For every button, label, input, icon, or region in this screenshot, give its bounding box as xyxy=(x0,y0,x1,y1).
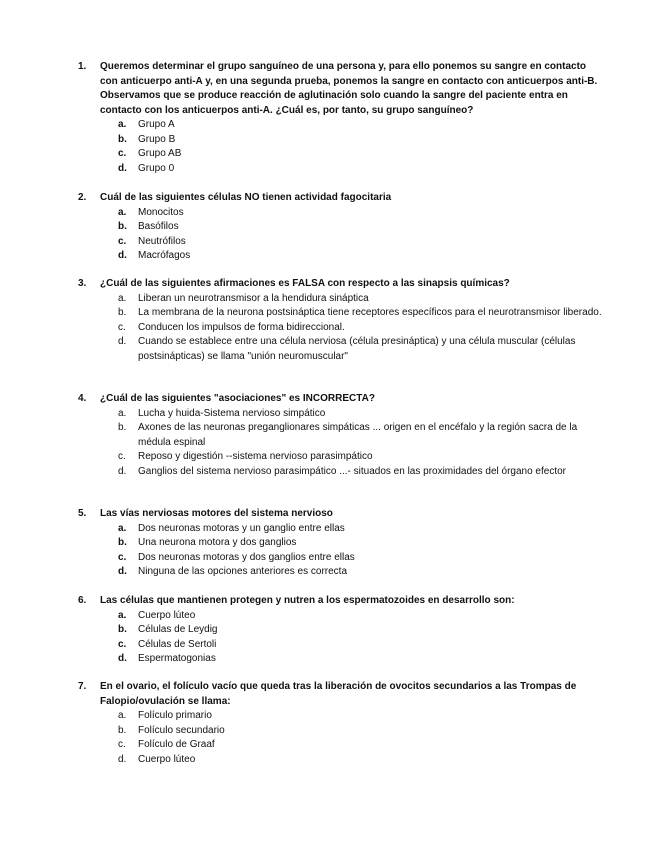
option-text: Grupo A xyxy=(138,119,175,131)
option-letter: c. xyxy=(118,148,127,160)
question-number: 1. xyxy=(78,61,87,72)
option-text: Reposo y digestión --sistema nervioso parasimpático xyxy=(138,451,373,463)
question-number: 5. xyxy=(78,508,87,519)
option-text: Grupo B xyxy=(138,133,176,145)
option-text: La membrana de la neurona postsináptica tiene receptores específicos para el neurotransmisor liberado. xyxy=(138,307,602,319)
option-b xyxy=(78,133,603,148)
option-letter: c. xyxy=(118,739,126,751)
question-text: ¿Cuál de las siguientes "asociaciones" es INCORRECTA? xyxy=(100,393,375,404)
option-letter: b. xyxy=(118,221,127,233)
option-text: Folículo primario xyxy=(138,710,212,722)
option-text: Grupo AB xyxy=(138,148,182,160)
option-c xyxy=(78,321,603,336)
option-text: Lucha y huida-Sistema nervioso simpático xyxy=(138,407,326,419)
option-letter: d. xyxy=(118,162,127,174)
question-text: Las células que mantienen protegen y nutren a los espermatozoides en desarrollo son: xyxy=(100,595,515,606)
option-letter: b. xyxy=(118,724,127,736)
option-b xyxy=(78,724,603,739)
options-list xyxy=(78,292,603,365)
option-d xyxy=(78,753,603,768)
option-d xyxy=(78,652,603,667)
option-text: Conducen los impulsos de forma bidireccional. xyxy=(138,321,345,333)
option-d xyxy=(78,249,603,264)
option-a xyxy=(78,709,603,724)
option-a xyxy=(78,118,603,133)
option-c xyxy=(78,738,603,753)
option-c xyxy=(78,235,603,250)
option-text: Cuando se establece entre una célula nerviosa (célula presináptica) y una célula muscular (células postsinápticas) se llama "unión neuromuscular" xyxy=(138,336,576,362)
option-c xyxy=(78,450,603,465)
option-text: Una neurona motora y dos ganglios xyxy=(138,537,297,549)
option-letter: d. xyxy=(118,336,127,348)
option-letter: a. xyxy=(118,609,127,621)
option-letter: d. xyxy=(118,753,127,765)
option-letter: b. xyxy=(118,133,127,145)
option-letter: d. xyxy=(118,653,127,665)
option-a xyxy=(78,609,603,624)
option-text: Células de Sertoli xyxy=(138,638,217,650)
question-number: 3. xyxy=(78,278,87,289)
option-letter: a. xyxy=(118,522,127,534)
option-text: Ganglios del sistema nervioso parasimpático ...- situados en las proximidades del órgano efector xyxy=(138,465,566,477)
question-number: 7. xyxy=(78,681,87,692)
option-letter: d. xyxy=(118,465,127,477)
options-list xyxy=(78,522,603,580)
option-b xyxy=(78,421,603,450)
option-letter: b. xyxy=(118,537,127,549)
option-letter: b. xyxy=(118,307,127,319)
option-text: Monocitos xyxy=(138,206,184,218)
option-letter: d. xyxy=(118,566,127,578)
option-letter: a. xyxy=(118,292,127,304)
option-text: Dos neuronas motoras y un ganglio entre ellas xyxy=(138,522,345,534)
option-text: Folículo de Graaf xyxy=(138,739,215,751)
option-c xyxy=(78,551,603,566)
option-a xyxy=(78,206,603,221)
question-number: 2. xyxy=(78,192,87,203)
option-text: Dos neuronas motoras y dos ganglios entre ellas xyxy=(138,551,355,563)
option-letter: d. xyxy=(118,250,127,262)
option-a xyxy=(78,407,603,422)
question-number: 4. xyxy=(78,393,87,404)
option-letter: b. xyxy=(118,422,127,434)
option-text: Liberan un neurotransmisor a la hendidura sináptica xyxy=(138,292,369,304)
option-d xyxy=(78,465,603,480)
options-list xyxy=(78,118,603,176)
question-number: 6. xyxy=(78,595,87,606)
question-3 xyxy=(78,277,603,364)
option-b xyxy=(78,306,603,321)
option-text: Espermatogonias xyxy=(138,653,216,665)
option-letter: c. xyxy=(118,638,127,650)
question-6 xyxy=(78,594,603,667)
option-letter: a. xyxy=(118,710,127,722)
option-text: Cuerpo lúteo xyxy=(138,753,196,765)
question-2 xyxy=(78,191,603,264)
option-text: Macrófagos xyxy=(138,250,191,262)
option-a xyxy=(78,522,603,537)
option-c xyxy=(78,147,603,162)
option-d xyxy=(78,565,603,580)
option-c xyxy=(78,638,603,653)
option-letter: a. xyxy=(118,206,127,218)
options-list xyxy=(78,206,603,264)
option-text: Grupo 0 xyxy=(138,162,175,174)
option-letter: b. xyxy=(118,624,127,636)
question-text: Cuál de las siguientes células NO tienen actividad fagocitaria xyxy=(100,192,392,203)
option-d xyxy=(78,335,603,364)
question-7 xyxy=(78,680,603,767)
option-letter: c. xyxy=(118,235,127,247)
option-letter: c. xyxy=(118,451,126,463)
option-letter: a. xyxy=(118,407,127,419)
options-list xyxy=(78,709,603,767)
question-1 xyxy=(78,60,603,176)
option-letter: a. xyxy=(118,119,127,131)
option-text: Folículo secundario xyxy=(138,724,225,736)
option-d xyxy=(78,162,603,177)
question-text: ¿Cuál de las siguientes afirmaciones es FALSA con respecto a las sinapsis químicas? xyxy=(100,278,510,289)
option-text: Células de Leydig xyxy=(138,624,218,636)
option-b xyxy=(78,220,603,235)
question-4 xyxy=(78,392,603,479)
options-list xyxy=(78,407,603,480)
option-letter: c. xyxy=(118,551,127,563)
options-list xyxy=(78,609,603,667)
option-text: Ninguna de las opciones anteriores es correcta xyxy=(138,566,348,578)
question-text: Las vías nerviosas motores del sistema nervioso xyxy=(100,508,333,519)
option-letter: c. xyxy=(118,321,126,333)
option-b xyxy=(78,623,603,638)
option-text: Basófilos xyxy=(138,221,179,233)
option-text: Neutrófilos xyxy=(138,235,186,247)
question-5 xyxy=(78,507,603,580)
option-text: Axones de las neuronas preganglionares simpáticas ... origen en el encéfalo y la región sacra de la médula espinal xyxy=(138,422,578,448)
option-a xyxy=(78,292,603,307)
option-text: Cuerpo lúteo xyxy=(138,609,196,621)
option-b xyxy=(78,536,603,551)
question-text: Queremos determinar el grupo sanguíneo de una persona y, para ello ponemos su sangre en contacto con anticuerpo anti-A y, en una segunda prueba, ponemos la sangre en contacto con anticuerpos anti-B. Observamos que se produce reacción de aglutinación solo cuando la sangre del paciente entra en contacto con los anticuerpos anti-A. ¿Cuál es, por tanto, su grupo sanguíneo? xyxy=(100,61,598,116)
question-text: En el ovario, el folículo vacío que queda tras la liberación de ovocitos secundarios a las Trompas de Falopio/ovulación se llama: xyxy=(100,681,577,707)
